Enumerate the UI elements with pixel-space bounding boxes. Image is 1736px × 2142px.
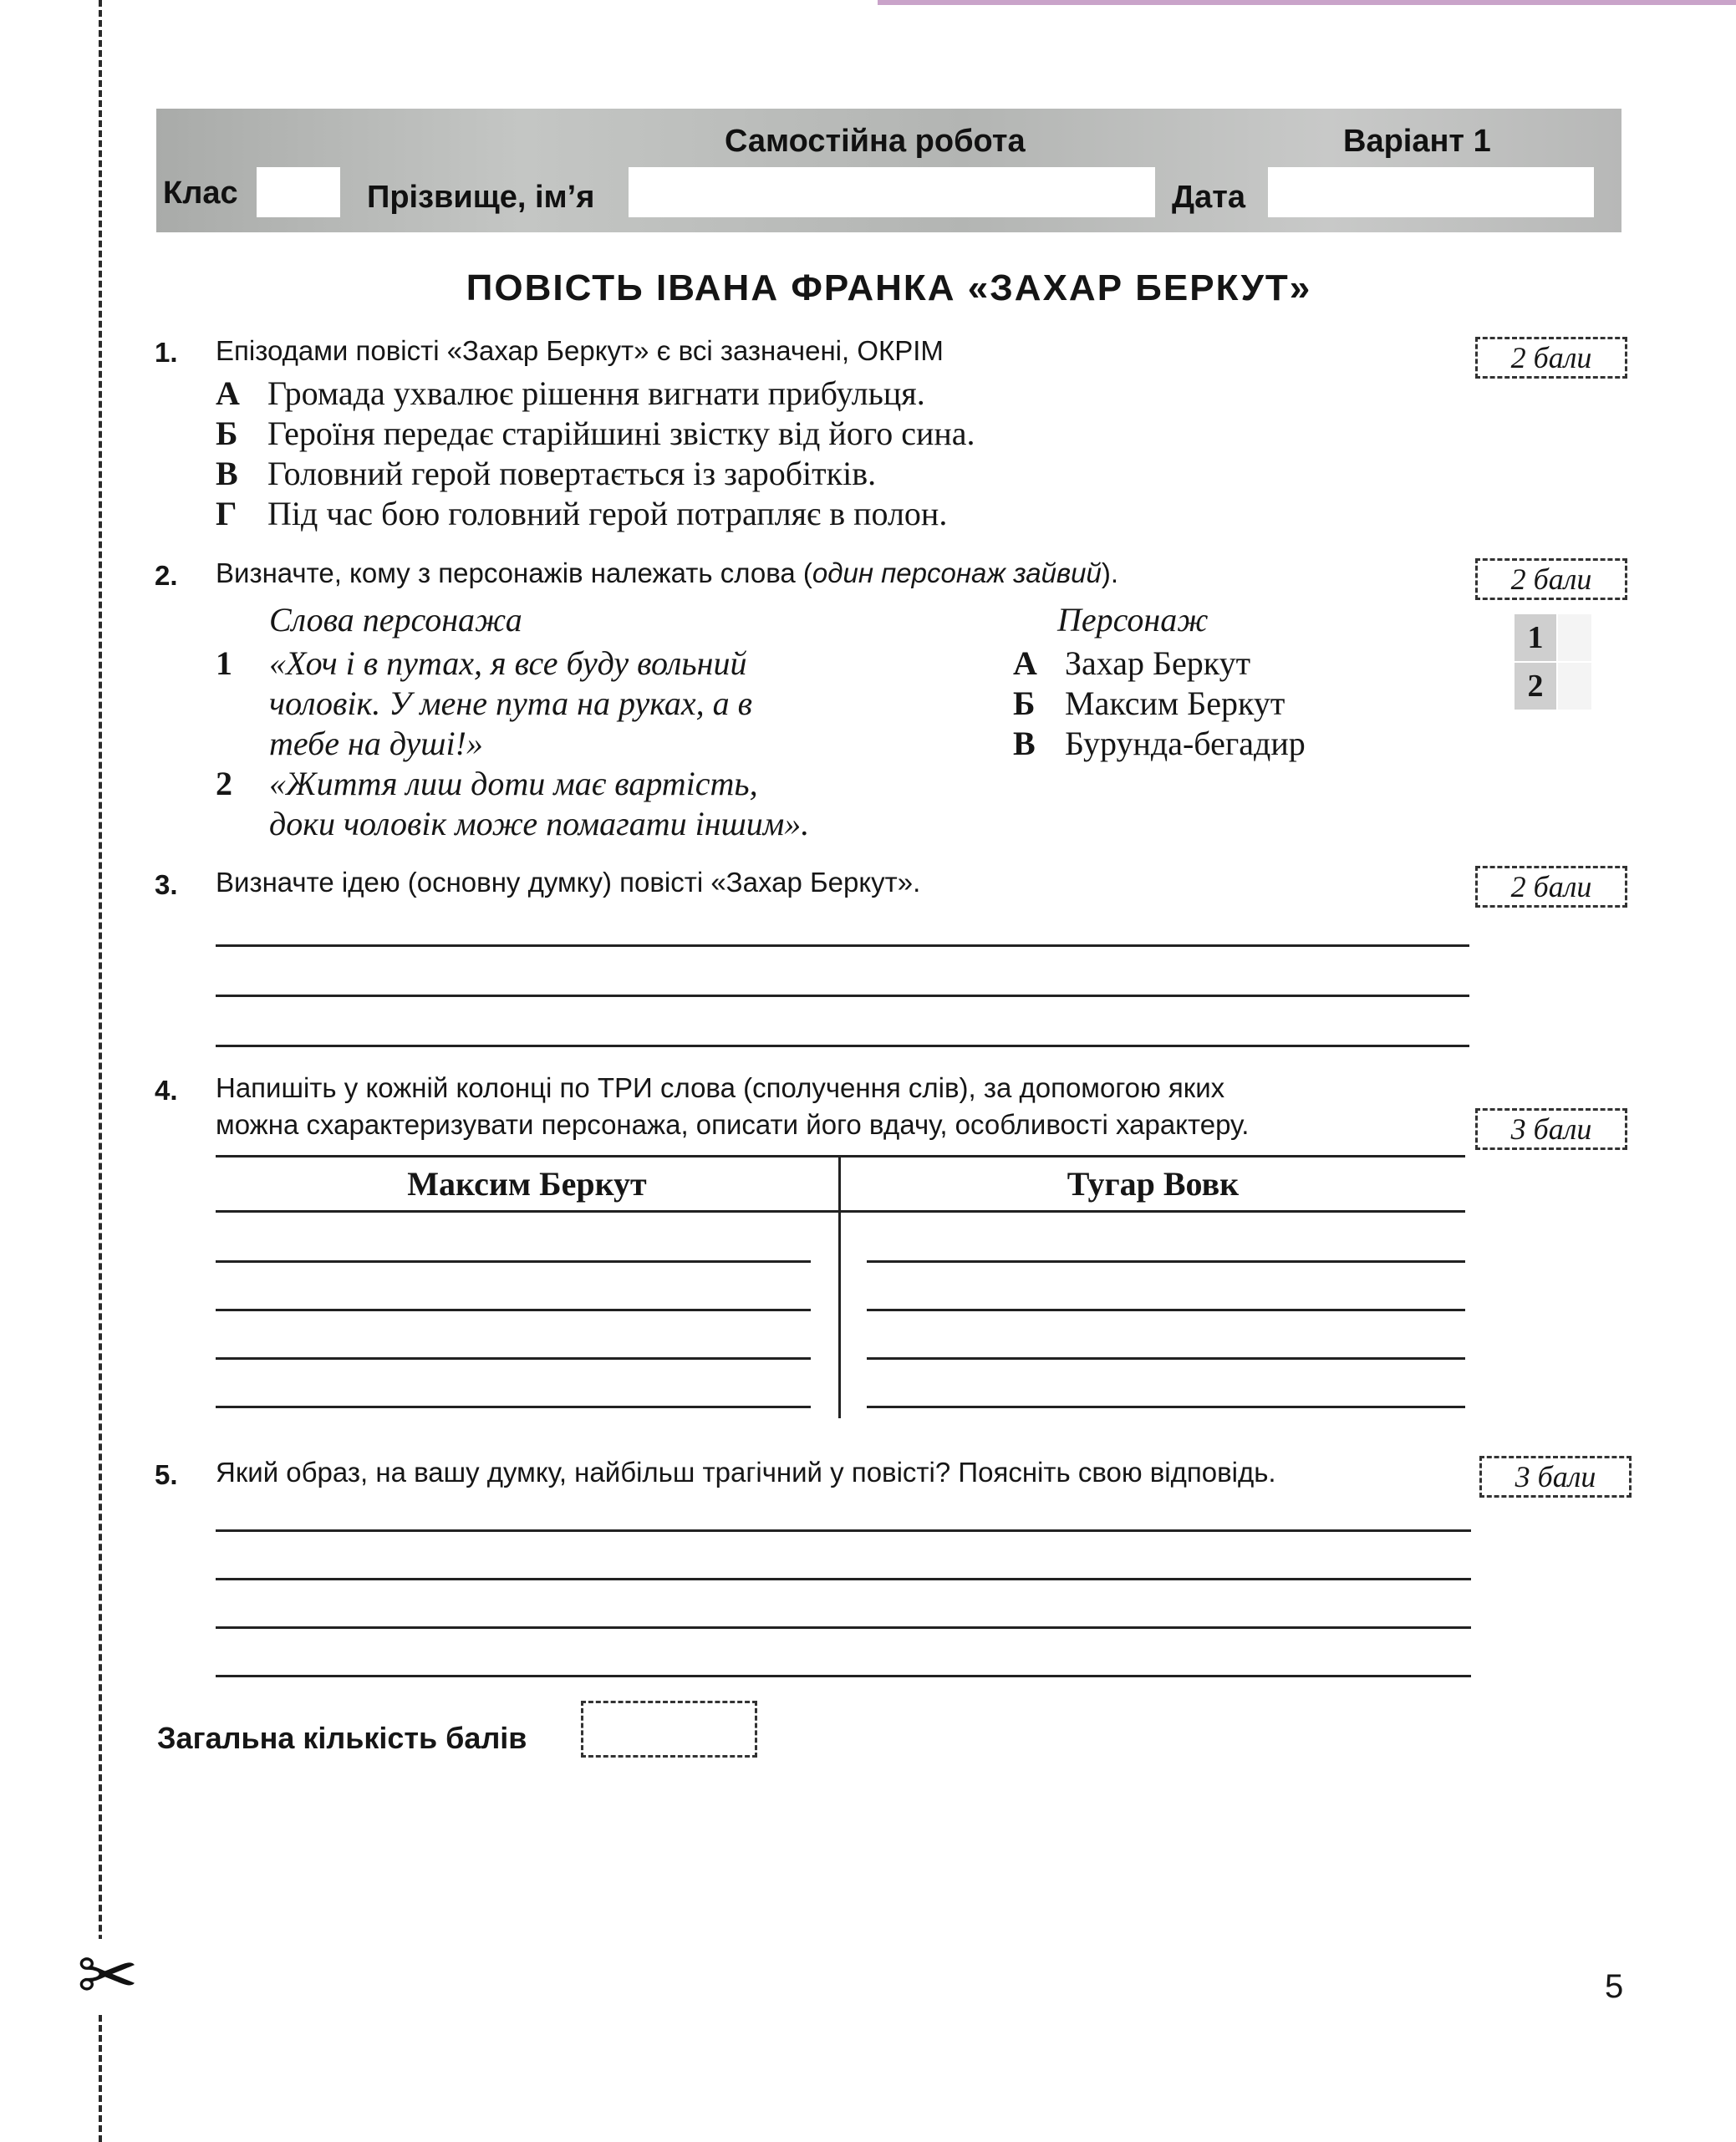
option-text: Головний герой повертається із заробітків. [267,455,877,492]
q1-option[interactable] [216,374,925,414]
work-title: Самостійна робота [725,124,1026,159]
class-field[interactable] [257,167,340,217]
q1-number: 1. [155,337,178,368]
page-number: 5 [1605,1968,1624,2005]
name-label: Прізвище, ім’я [367,180,595,215]
character-letter: А [1013,644,1037,682]
quote-line: тебе на душі!» [269,725,483,762]
character-item [1013,724,1306,764]
q1-option[interactable] [216,414,975,454]
option-letter: Б [216,415,238,452]
answer-line[interactable] [216,1045,1469,1047]
answer-line[interactable] [216,995,1469,997]
answer-cell[interactable] [1558,663,1591,710]
column-header-tuhar: Тугар Вовк [1067,1165,1240,1203]
q2-text-start: Визначте, кому з персонажів належать слова ( [216,557,812,588]
table-header-rule [216,1210,1465,1213]
character-letter: Б [1013,684,1036,722]
date-field[interactable] [1268,167,1594,217]
character-item [1013,684,1285,724]
character-name: Захар Беркут [1065,644,1251,682]
answer-cell[interactable] [1558,614,1591,661]
column-header-maksym: Максим Беркут [407,1165,647,1203]
q1-option[interactable] [216,454,876,494]
q2-text-end: ). [1101,557,1119,588]
character-letter: В [1013,725,1036,762]
q1-option[interactable] [216,494,947,534]
answer-row-number: 2 [1515,663,1556,710]
quote-line: «Життя лиш доти має вартість, [269,765,758,802]
q2-text-italic: один персонаж зайвий [812,557,1102,588]
q5-points: 3 бали [1479,1456,1632,1498]
answer-line[interactable] [216,1260,811,1263]
header-band [156,109,1621,232]
answer-line[interactable] [216,944,1469,947]
date-label: Дата [1172,180,1245,215]
answer-line[interactable] [216,1626,1471,1629]
q4-number: 4. [155,1075,178,1106]
answer-line[interactable] [867,1309,1465,1311]
q5-text: Який образ, на вашу думку, найбільш трагічний у повісті? Поясніть свою відповідь. [216,1457,1276,1488]
answer-line[interactable] [216,1578,1471,1580]
option-text: Під час бою головний герой потрапляє в полон. [267,495,948,532]
scissors-icon: ✂ [77,1932,139,2018]
answer-grid [1515,614,1595,715]
q2-points: 2 бали [1475,558,1627,600]
top-edge-strip [878,0,1736,5]
cut-line [99,0,102,2142]
q2-text [216,555,1118,592]
character-name: Максим Беркут [1065,684,1285,722]
option-letter: Г [216,495,237,532]
q4-text-line2: можна схарактеризувати персонажа, описати його вдачу, особливості характеру. [216,1109,1250,1140]
q5-number: 5. [155,1459,178,1490]
answer-line[interactable] [216,1406,811,1408]
quote-line: чоловік. У мене пута на руках, а в [269,684,753,722]
answer-line[interactable] [216,1357,811,1360]
q3-points: 2 бали [1475,866,1627,908]
option-text: Героїня передає старійшині звістку від його сина. [267,415,975,452]
quote-line: доки чоловік може помагати іншим». [269,805,810,842]
q4-text-line1: Напишіть у кожній колонці по ТРИ слова (сполучення слів), за допомогою яких [216,1072,1225,1103]
total-score-label: Загальна кількість балів [157,1721,527,1755]
answer-line[interactable] [216,1675,1471,1677]
variant-label: Варіант 1 [1343,124,1491,159]
answer-line[interactable] [867,1406,1465,1408]
total-score-box[interactable] [581,1701,757,1758]
option-letter: А [216,374,240,412]
answer-line[interactable] [867,1260,1465,1263]
q3-text: Визначте ідею (основну думку) повісті «Захар Беркут». [216,867,921,898]
character-name: Бурунда-бегадир [1065,725,1306,762]
class-label: Клас [163,176,238,211]
answer-line[interactable] [216,1309,811,1311]
answer-row-number: 1 [1515,614,1556,661]
quote-number: 1 [216,644,232,682]
q3-number: 3. [155,869,178,900]
q1-text: Епізодами повісті «Захар Беркут» є всі зазначені, ОКРІМ [216,335,944,366]
q1-points: 2 бали [1475,337,1627,379]
answer-line[interactable] [216,1529,1471,1532]
quote-number: 2 [216,765,232,802]
q4-points: 3 бали [1475,1108,1627,1150]
q2-number: 2. [155,560,178,591]
quote-line: «Хоч і в путах, я все буду вольний [269,644,747,682]
name-field[interactable] [629,167,1155,217]
answer-line[interactable] [867,1357,1465,1360]
quotes-header: Слова персонажа [269,601,522,639]
option-text: Громада ухвалює рішення вигнати прибульця. [267,374,925,412]
page-title: ПОВІСТЬ ІВАНА ФРАНКА «ЗАХАР БЕРКУТ» [466,267,1312,308]
characters-header: Персонаж [1057,601,1209,639]
character-item [1013,644,1250,684]
option-letter: В [216,455,238,492]
